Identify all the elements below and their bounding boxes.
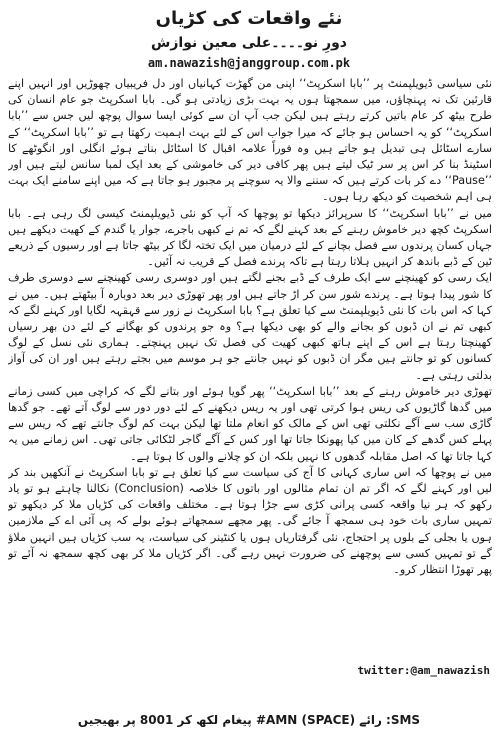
column-byline: دورِ نو۔۔۔۔علی معین نوازش — [151, 35, 347, 51]
author-email[interactable]: am.nawazish@janggroup.com.pk — [147, 56, 351, 70]
article-body — [8, 76, 492, 628]
article-paragraph: نئی سیاسی ڈیویلپمنٹ پر ’’بابا اسکرپٹ‘‘ اپنی من گھڑت کہانیاں اور دل فریبیاں چھوڑیں اور انہیں اپنے قارئین تک نہ پہنچاؤں، میں سمجھتا ہوں یہ بہت بڑی زیادتی ہو گی۔ بابا اسکرپٹ جو عام انسان کی طرح بیٹھ کر عام باتیں کرتے رہتے ہیں لیکن جب آپ ان سے کوئی ایسا سوال پوچھ لیں جس سے ’’بابا اسکرپٹ‘‘ کو یہ احساس ہو جائے کہ میرا جواب اس کے لئے بہت اہمیت رکھتا ہے تو ’’بابا اسکرپٹ‘‘ کے سارے اسٹائل ہی تبدیل ہو جاتے ہیں وہ فوراً علامہ اقبال کا اسٹائل بناتے ہوئے انگلی اور انگوٹھے کا اسٹینڈ بنا کر اس پر سر ٹیک لیتے ہیں پھر کافی دیر کی خاموشی کے بعد ایک لمبا سانس لیتے ہیں اور ’’Pause‘‘ دے کر بات کرتے ہیں کہ سننے والا یہ سوچنے پر مجبور ہو جاتا ہے کہ میں اپنے سامنے ایک بہت ہی اہم شخصیت کو دیکھ رہا ہوں۔ — [8, 77, 492, 204]
article-paragraph: میں نے ’’بابا اسکرپٹ‘‘ کا سرپرائز دیکھا تو پوچھا کہ آپ کو نئی ڈیویلپمنٹ کیسی لگ رہی ہے۔ بابا اسکرپٹ کچھ دیر خاموش رہنے کے بعد کہنے لگے کہ تم نے کبھی باجرے، جوار یا گندم کے کھیت دیکھے ہیں جہاں کسان پرندوں سے فصل بچانے کے لئے درمیان میں ایک تختہ لگا کر بیٹھ جاتا ہے اور رسیوں کے ذریعے ٹین کے ڈبے باندھ کر انہیں ہلاتا رہتا ہے تاکہ پرندے فصل کے قریب نہ آئیں۔ — [8, 206, 492, 269]
column-title: نئے واقعات کی کڑیاں — [155, 8, 343, 29]
article-paragraph: ایک رسی کو کھینچنے سے ایک طرف کے ڈبے بجنے لگتے ہیں اور دوسری رسی کھینچنے سے دوسری طرف کا شور پیدا ہوتا ہے۔ پرندے شور سن کر اڑ جاتے ہیں اور پھر تھوڑی دیر بعد دوبارہ آ بیٹھتے ہیں۔ میں نے کہا کہ اس بات کا نئی ڈیویلپمنٹ سے کیا تعلق ہے؟ بابا اسکرپٹ نے زور سے قہقہہ لگایا اور کہنے لگے کہ کبھی تم نے ان ڈبوں کو بجانے والے کو بھی دیکھا ہے؟ وہ جو پرندوں کو بھگانے کے لئے دن بھر رسیاں کھینچتا رہتا ہے اس کے اپنے ہاتھ کبھی کھیت کی فصل تک نہیں پہنچتے۔ ہماری نئی نسل کے لوگ کسانوں کو تو جانتے ہیں مگر ان ڈبوں کو نہیں جانتے جو ہر موسم میں بجتے رہتے ہیں اور ان کی آواز بدلتی رہتی ہے۔ — [8, 271, 492, 382]
article-paragraph: میں نے پوچھا کہ اس ساری کہانی کا آج کی سیاست سے کیا تعلق ہے تو بابا اسکرپٹ نے آنکھیں بند کر لیں اور کہنے لگے کہ اگر تم ان تمام مثالوں اور باتوں کا خلاصہ (Conclusion) نکالنا چاہتے ہو تو یاد رکھو کہ ہر نیا واقعہ کسی پرانی کڑی سے جڑا ہوتا ہے۔ مختلف واقعات کی کڑیاں ملا کر دیکھو تو تمہیں ساری بات خود ہی سمجھ آ جائے گی۔ پھر مجھے سمجھاتے ہوئے بولے کہ پی آئی اے کے ملازمین ہوں یا بجلی کے بلوں پر احتجاج، نئی گرفتاریاں ہوں یا کنٹینر کی سیاست، یہ سب کڑیاں ہیں انہیں ملاؤ گے تو تمہیں کسی سے پوچھنے کی ضرورت نہیں رہے گی۔ اگر کڑیاں ملا کر بھی کچھ سمجھ نہ آئے تو پھر تھوڑا انتظار کرو۔ — [8, 465, 492, 577]
sms-feedback-line: SMS: رائے (SPACE) AMN# پیغام لکھ کر 8001 پر بھیجیں — [77, 713, 421, 727]
article-paragraph: تھوڑی دیر خاموش رہنے کے بعد ’’بابا اسکرپٹ‘‘ پھر گویا ہوئے اور بتانے لگے کہ کراچی میں کسی زمانے میں گدھا گاڑیوں کی ریس ہوا کرتی تھی اور یہ ریس دیکھنے کے لئے دور دور سے لوگ آتے تھے۔ جو گدھا گاڑی سب سے آگے نکلتی تھی اس کے مالک کو انعام ملتا تھا لیکن بہت کم لوگ جانتے تھے کہ ریس سے پہلے کس گدھے کے کان میں کیا پھونکا جاتا تھا اور کس کے آگے گاجر لٹکائی جاتی تھی۔ اس زمانے میں یہ کہا جاتا تھا کہ اصل مقابلہ گدھوں کا نہیں بلکہ ان کو چلانے والوں کا ہوتا ہے۔ — [8, 384, 492, 463]
author-twitter-handle[interactable]: twitter:@am_nawazish — [357, 664, 490, 677]
